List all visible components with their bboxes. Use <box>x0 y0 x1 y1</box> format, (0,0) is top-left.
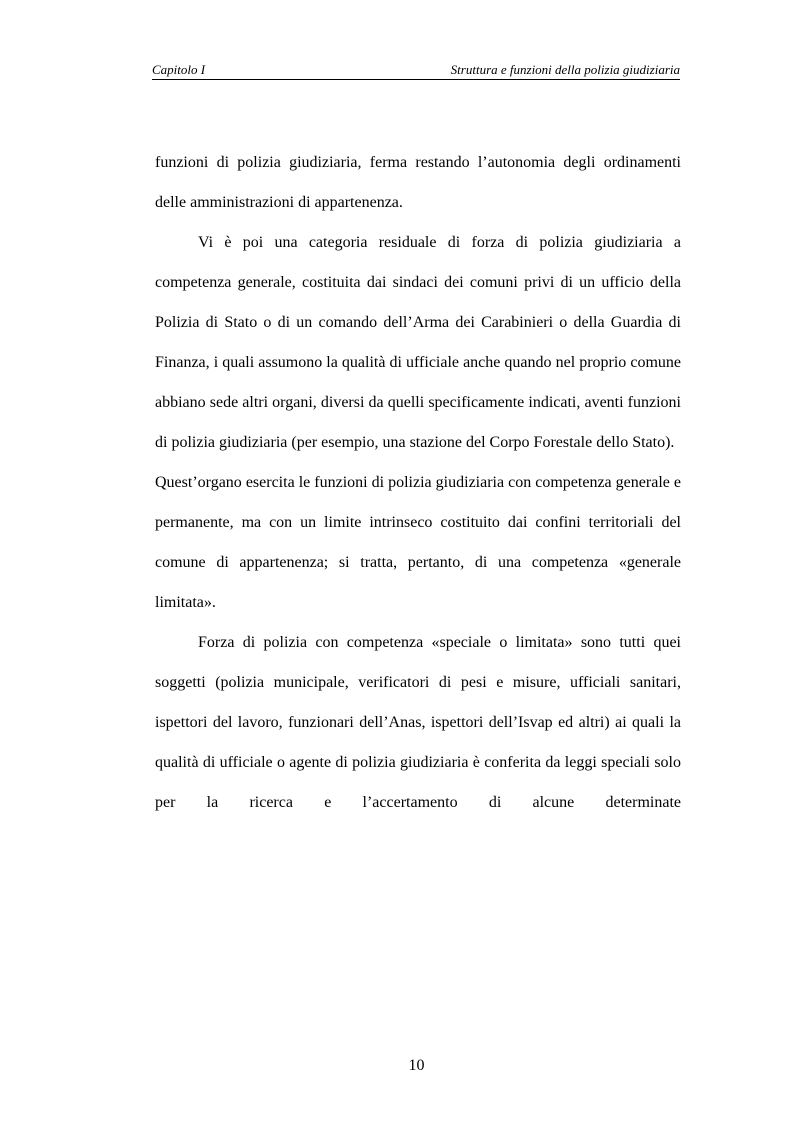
running-header <box>152 61 680 80</box>
page-number: 10 <box>408 1057 425 1074</box>
paragraph-organ-functions: Quest’organo esercita le funzioni di polizia giudiziaria con competenza generale e permanente, ma con un limite intrinseco costituito dai confini territoriali del comune di appartenenza; si tratta, pertanto, di una competenza «generale limitata». <box>155 474 681 611</box>
section-title: Struttura e funzioni della polizia giudiziaria <box>450 62 680 77</box>
paragraph-residual-category: Vi è poi una categoria residuale di forza di polizia giudiziaria a competenza generale, costituita dai sindaci dei comuni privi di un ufficio della Polizia di Stato o di un comando dell’Arma dei Carabinieri o della Guardia di Finanza, i quali assumono la qualità di ufficiale anche quando nel proprio comune abbiano sede altri organi, diversi da quelli specificamente indicati, aventi funzioni di polizia giudiziaria (per esempio, una stazione del Corpo Forestale dello Stato). <box>155 234 681 451</box>
paragraph-special-competence: Forza di polizia con competenza «speciale o limitata» sono tutti quei soggetti (polizia municipale, verificatori di pesi e misure, ufficiali sanitari, ispettori del lavoro, funzionari dell’Anas, ispettori dell’Isvap ed altri) ai quali la qualità di ufficiale o agente di polizia giudiziaria è conferita da leggi speciali solo per la ricerca e l’accertamento di alcune determinate <box>155 634 681 811</box>
body-text <box>155 143 681 823</box>
chapter-label: Capitolo I <box>152 62 206 77</box>
paragraph-continuation: funzioni di polizia giudiziaria, ferma restando l’autonomia degli ordinamenti delle amministrazioni di appartenenza. <box>155 154 681 211</box>
